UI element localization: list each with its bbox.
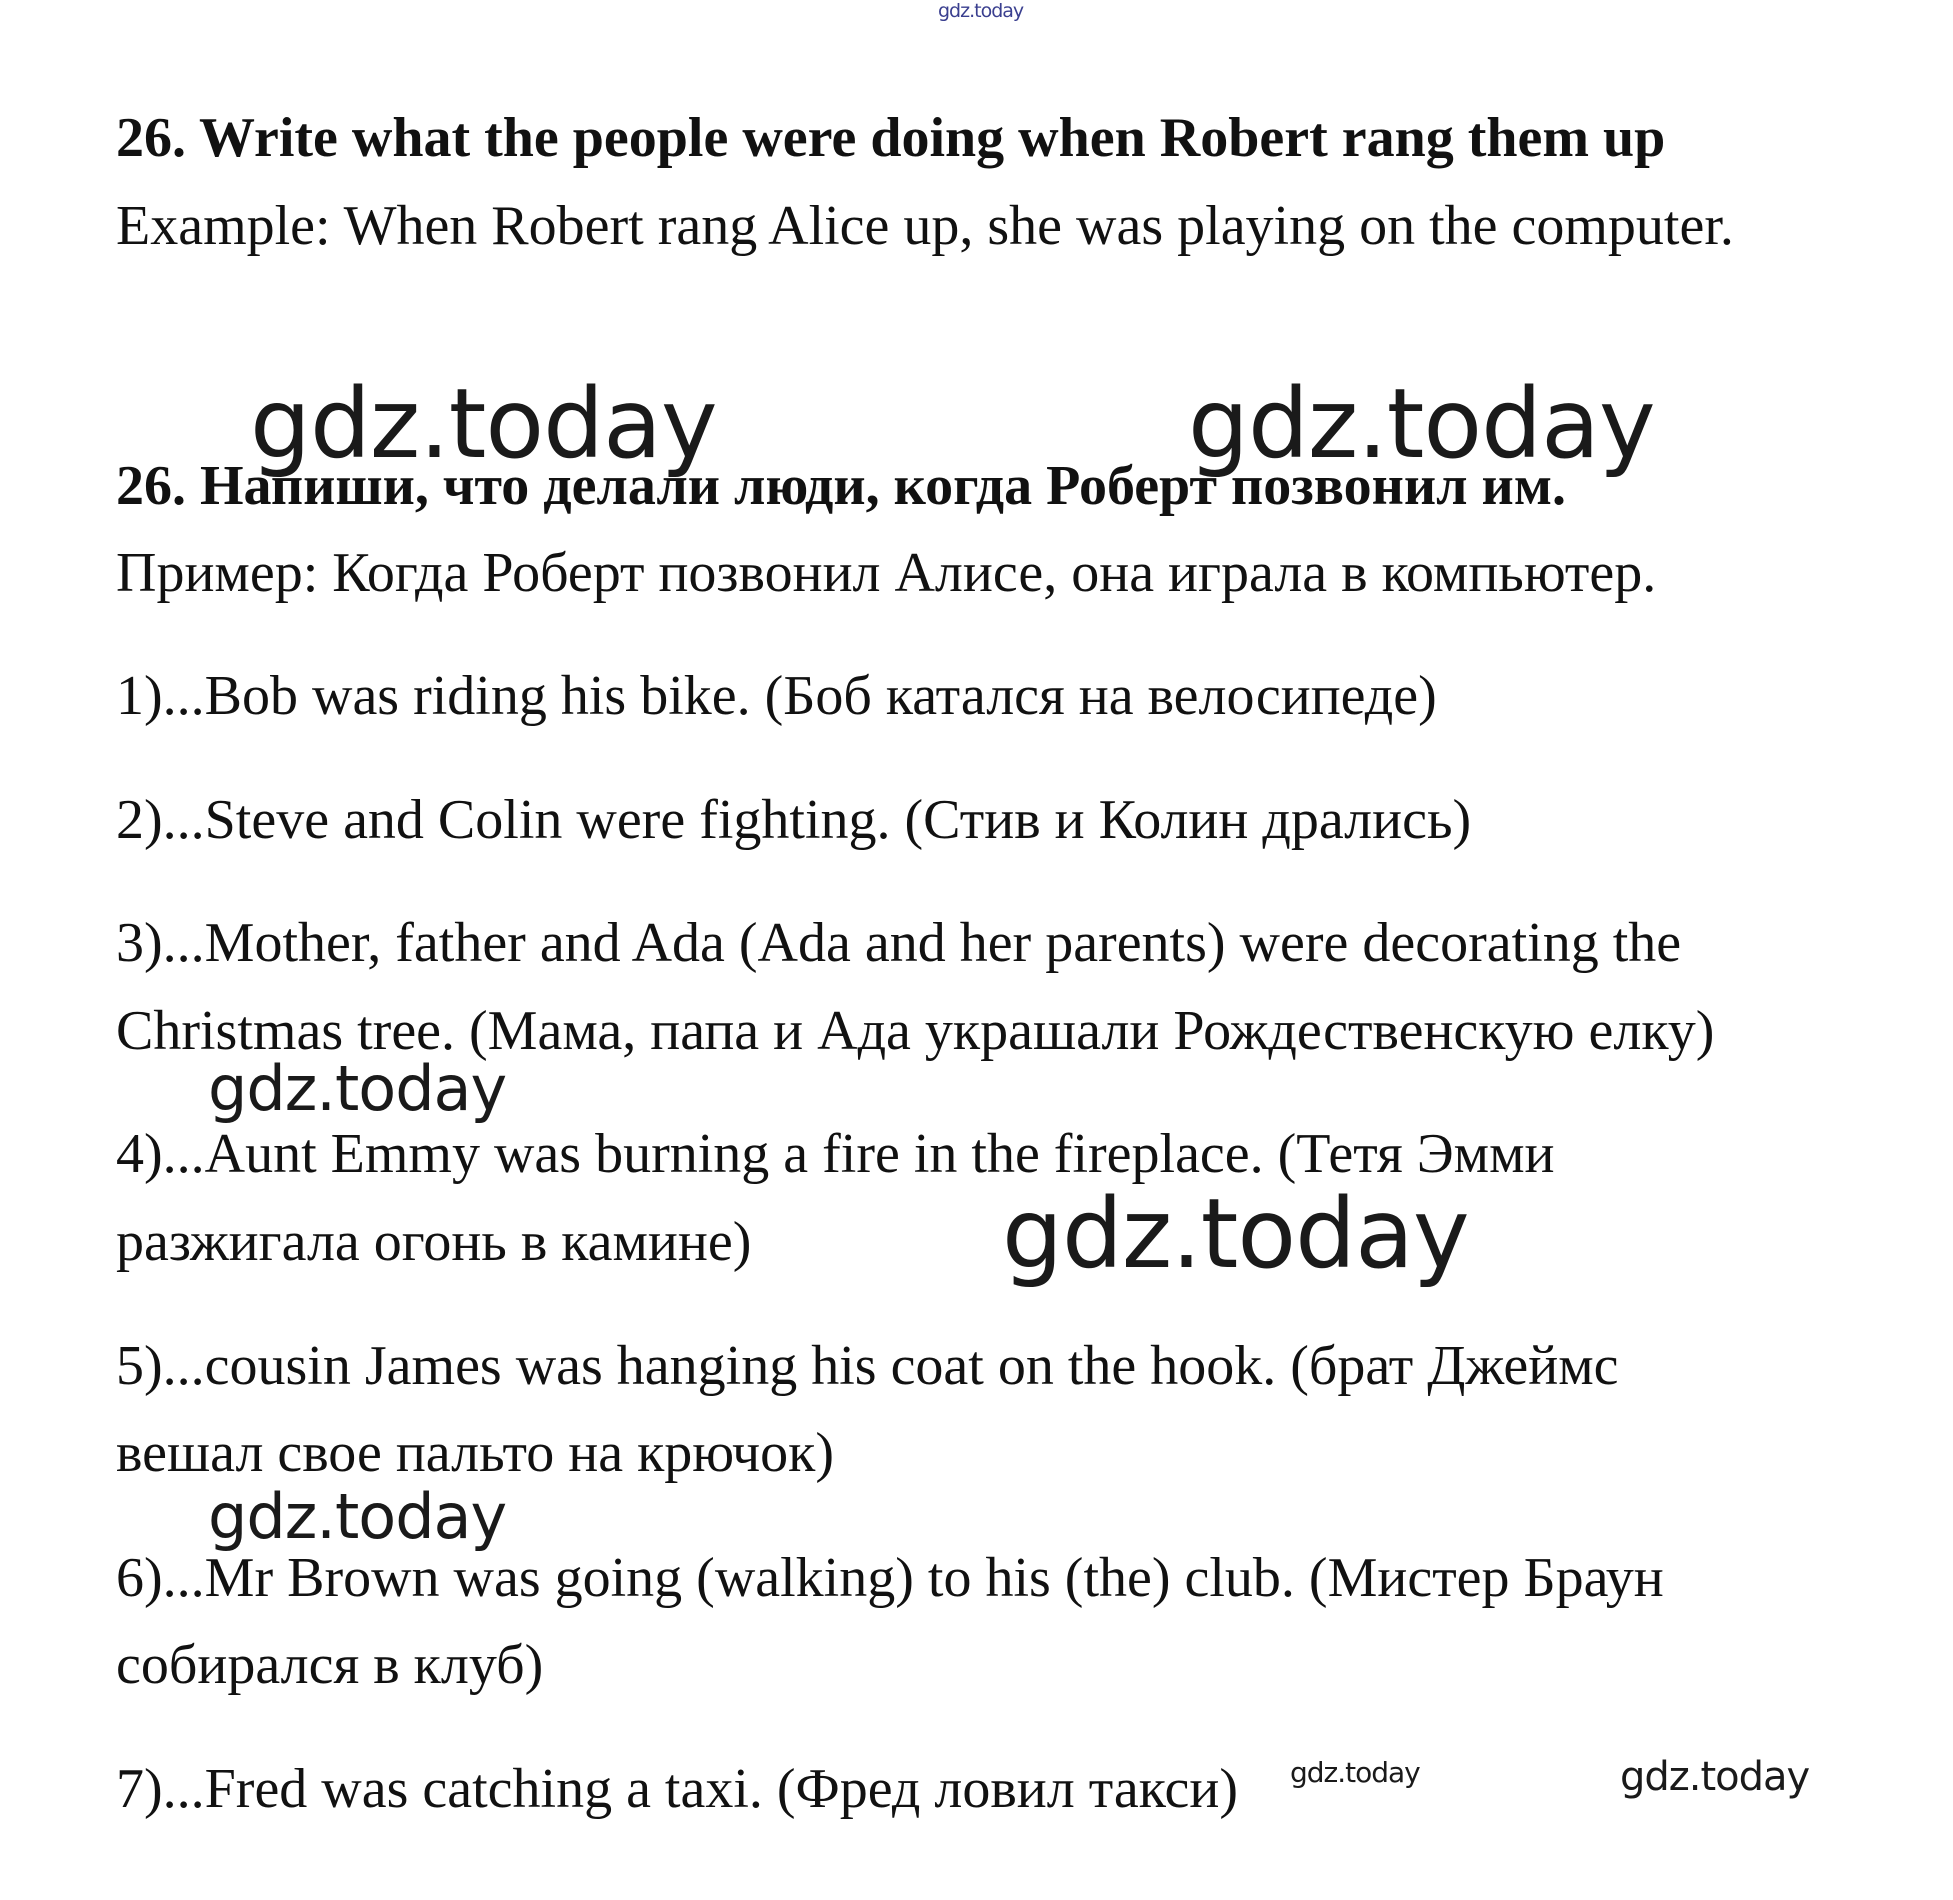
watermark-small-1: gdz.today <box>1290 1756 1420 1789</box>
answer-5-line-1: 5)...cousin James was hanging his coat on the hook. (брат Джеймс <box>116 1335 1619 1397</box>
watermark-mid-left-2: gdz.today <box>208 1480 507 1553</box>
watermark-large-center: gdz.today <box>1002 1178 1469 1290</box>
watermark-large-right: gdz.today <box>1188 368 1655 480</box>
russian-example: Пример: Когда Роберт позвонил Алисе, она играла в компьютер. <box>116 542 1657 604</box>
answer-4-line-2: разжигала огонь в камине) <box>116 1211 752 1273</box>
answer-4-line-1: 4)...Aunt Emmy was burning a fire in the fireplace. (Тетя Эмми <box>116 1123 1555 1185</box>
answer-1-line-1: 1)...Bob was riding his bike. (Боб катался на велосипеде) <box>116 665 1437 727</box>
watermark-top: gdz.today <box>938 0 1024 22</box>
answer-3-line-1: 3)...Mother, father and Ada (Ada and her parents) were decorating the <box>116 912 1682 974</box>
answer-6-line-1: 6)...Mr Brown was going (walking) to his (the) club. (Мистер Браун <box>116 1547 1664 1609</box>
english-heading: 26. Write what the people were doing when Robert rang them up <box>116 107 1666 169</box>
answer-3-line-2: Christmas tree. (Мама, папа и Ада украшали Рождественскую елку) <box>116 1000 1715 1062</box>
watermark-small-2: gdz.today <box>1620 1754 1810 1800</box>
answer-7-line-1: 7)...Fred was catching a taxi. (Фред ловил такси) <box>116 1758 1238 1820</box>
russian-heading: 26. Напиши, что делали люди, когда Роберт позвонил им. <box>116 455 1566 517</box>
english-example: Example: When Robert rang Alice up, she was playing on the computer. <box>116 195 1734 257</box>
watermark-mid-left-1: gdz.today <box>208 1052 507 1125</box>
answer-5-line-2: вешал свое пальто на крючок) <box>116 1422 834 1484</box>
answer-6-line-2: собирался в клуб) <box>116 1634 544 1696</box>
answer-2-line-1: 2)...Steve and Colin were fighting. (Стив и Колин дрались) <box>116 789 1472 851</box>
watermark-large-left: gdz.today <box>250 368 717 480</box>
